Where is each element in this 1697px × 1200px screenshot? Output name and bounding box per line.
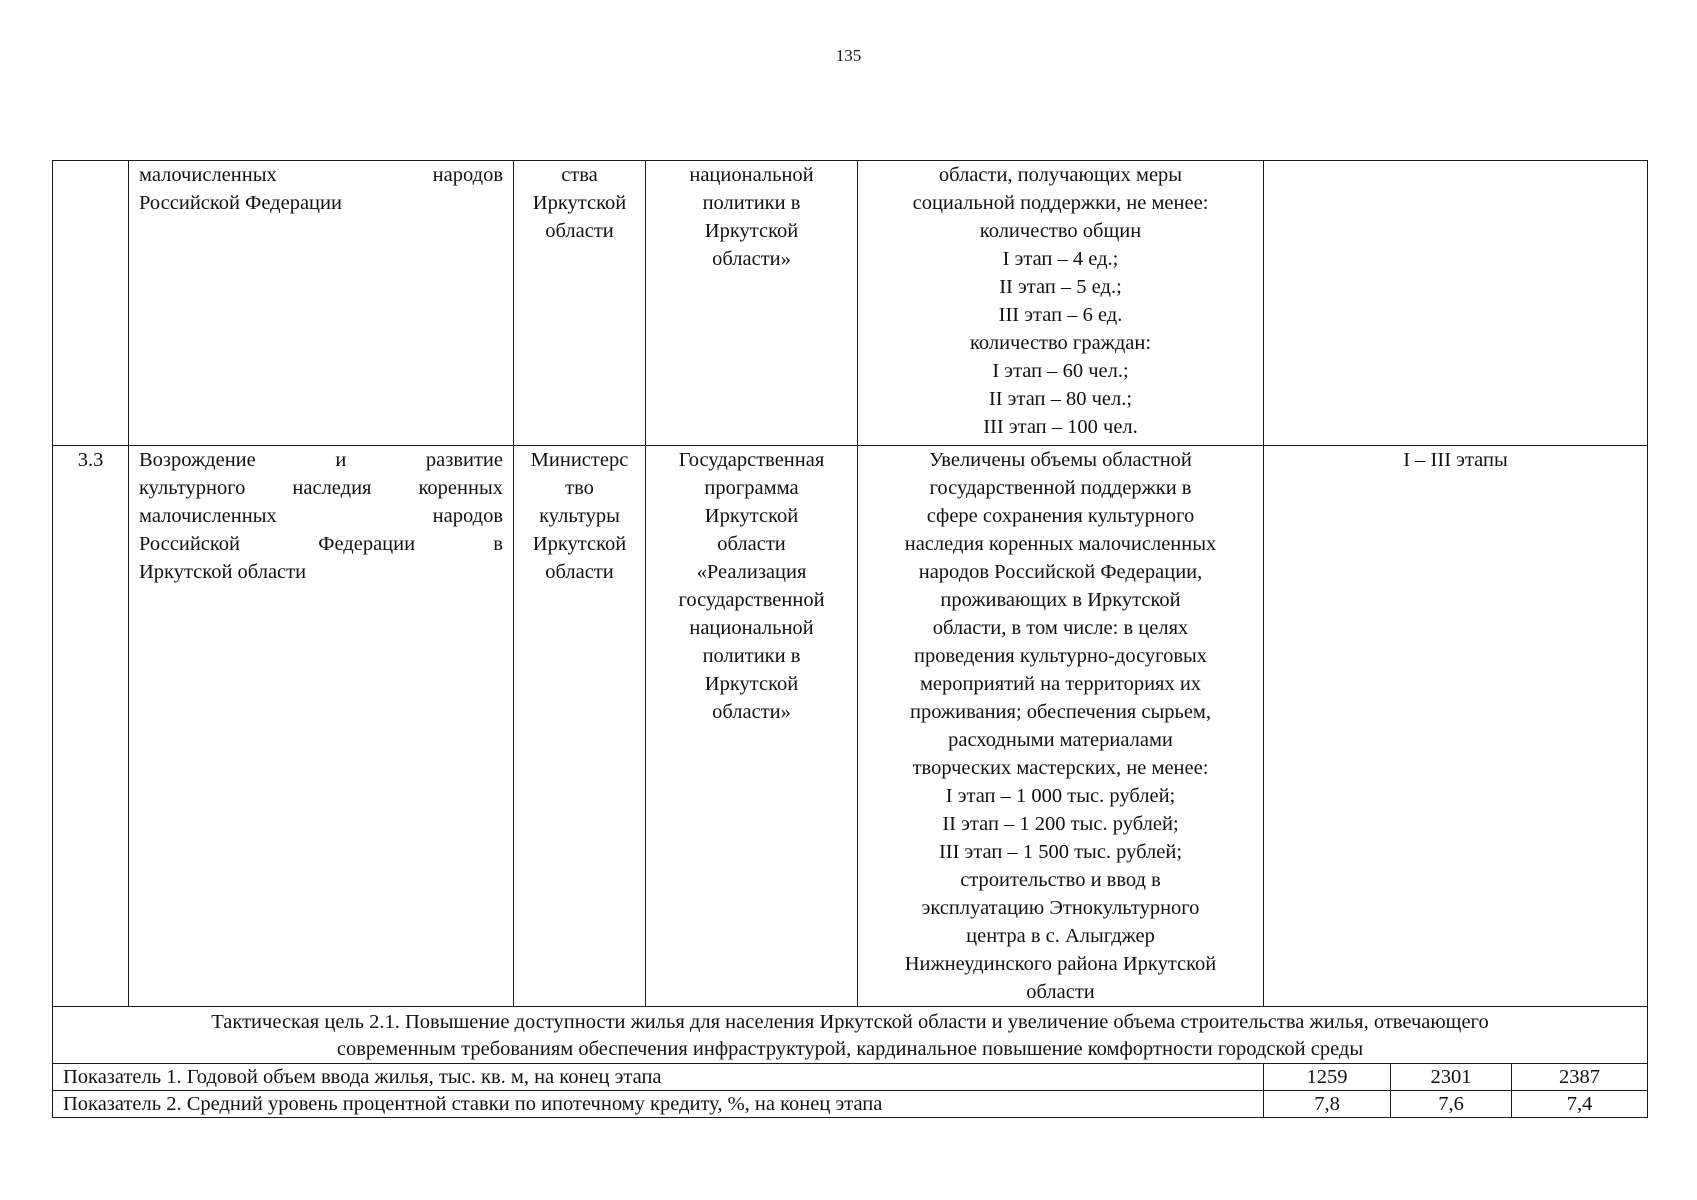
program-line: области xyxy=(717,533,786,555)
indicator-label: Показатель 2. Средний уровень процентной ставки по ипотечному кредиту, %, на конец этапа xyxy=(53,1091,1264,1118)
result-line: проживания; обеспечения сырьем, xyxy=(909,701,1212,723)
result-line: творческих мастерских, не менее: xyxy=(912,757,1209,779)
indicator-value: 7,8 xyxy=(1264,1091,1391,1118)
measure-name-line: Иркутской области xyxy=(139,561,307,583)
table-row xyxy=(53,446,1648,1007)
result-line: II этап – 1 200 тыс. рублей; xyxy=(942,813,1179,835)
responsible-line: Иркутской xyxy=(532,533,627,555)
result-line: области, получающих меры xyxy=(938,164,1183,186)
result-line: наследия коренных малочисленных xyxy=(904,533,1217,555)
program-line: политики в xyxy=(702,645,801,667)
tactical-goal-line: Тактическая цель 2.1. Повышение доступности жилья для населения Иркутской области и увеличение объема строительства жилья, отвечающего xyxy=(211,1011,1489,1033)
measure-name-line: культурного наследия коренных xyxy=(139,477,503,499)
program-line: области» xyxy=(712,701,791,723)
result-line: Увеличены объемы областной xyxy=(929,449,1192,471)
stages-cell xyxy=(1264,161,1648,446)
tactical-goal-line: современным требованиям обеспечения инфраструктурой, кардинальное повышение комфортности городской среды xyxy=(336,1038,1364,1060)
program-cell xyxy=(646,161,858,446)
program-line: области» xyxy=(712,248,791,270)
indicator-label: Показатель 1. Годовой объем ввода жилья, тыс. кв. м, на конец этапа xyxy=(53,1064,1264,1091)
result-line: области xyxy=(1026,981,1095,1003)
program-table xyxy=(52,160,1648,1118)
program-line: Иркутской xyxy=(704,505,799,527)
row-number-cell xyxy=(53,161,129,446)
indicator-value: 2301 xyxy=(1391,1064,1512,1091)
responsible-line: области xyxy=(545,561,614,583)
result-line: I этап – 1 000 тыс. рублей; xyxy=(945,785,1176,807)
result-cell xyxy=(858,161,1264,446)
responsible-line: Министерс xyxy=(530,449,629,471)
result-line: проживающих в Иркутской xyxy=(940,589,1181,611)
result-line: III этап – 100 чел. xyxy=(983,416,1138,438)
program-line: национальной xyxy=(689,164,814,186)
table-row xyxy=(53,161,1648,446)
table-row xyxy=(53,1007,1648,1064)
result-line: количество общин xyxy=(979,220,1142,242)
result-line: эксплуатацию Этнокультурного xyxy=(921,897,1200,919)
program-line: Государственная xyxy=(678,449,825,471)
result-line: мероприятий на территориях их xyxy=(919,673,1202,695)
result-line: I этап – 60 чел.; xyxy=(992,360,1129,382)
result-line: проведения культурно-досуговых xyxy=(913,645,1208,667)
result-line: социальной поддержки, не менее: xyxy=(912,192,1209,214)
indicator-value: 2387 xyxy=(1512,1064,1648,1091)
result-line: сфере сохранения культурного xyxy=(926,505,1195,527)
responsible-line: ства xyxy=(561,164,598,186)
responsible-cell xyxy=(514,161,646,446)
result-line: строительство и ввод в xyxy=(960,869,1161,891)
page-number: 135 xyxy=(835,46,862,65)
measure-name-line: Возрождение и развитие xyxy=(139,449,503,471)
measure-name-cell xyxy=(129,161,514,446)
program-line: Иркутской xyxy=(704,673,799,695)
responsible-line: тво xyxy=(565,477,594,499)
indicator-row xyxy=(53,1064,1648,1091)
measure-name-cell xyxy=(129,446,514,1007)
responsible-cell xyxy=(514,446,646,1007)
tactical-goal-cell xyxy=(53,1007,1648,1064)
program-line: политики в xyxy=(702,192,801,214)
program-line: программа xyxy=(704,477,799,499)
result-line: II этап – 5 ед.; xyxy=(999,276,1122,298)
measure-name-line: малочисленных народов xyxy=(139,164,503,186)
measure-name-line: Российской Федерации в xyxy=(139,533,503,555)
measure-name-line: Российской Федерации xyxy=(139,192,342,214)
program-line: Иркутской xyxy=(704,220,799,242)
result-line: государственной поддержки в xyxy=(929,477,1192,499)
result-cell xyxy=(858,446,1264,1007)
indicator-value: 1259 xyxy=(1264,1064,1391,1091)
indicator-value: 7,4 xyxy=(1512,1091,1648,1118)
result-line: II этап – 80 чел.; xyxy=(988,388,1133,410)
program-line: государственной xyxy=(678,589,825,611)
responsible-line: культуры xyxy=(539,505,620,527)
result-line: области, в том числе: в целях xyxy=(932,617,1189,639)
program-line: «Реализация xyxy=(696,561,807,583)
result-line: народов Российской Федерации, xyxy=(918,561,1203,583)
result-line: расходными материалами xyxy=(948,729,1173,751)
result-line: I этап – 4 ед.; xyxy=(1002,248,1119,270)
responsible-line: области xyxy=(545,220,614,242)
result-line: Нижнеудинского района Иркутской xyxy=(904,953,1217,975)
indicator-value: 7,6 xyxy=(1391,1091,1512,1118)
responsible-line: Иркутской xyxy=(532,192,627,214)
result-line: III этап – 1 500 тыс. рублей; xyxy=(938,841,1183,863)
result-line: количество граждан: xyxy=(969,332,1152,354)
indicator-row xyxy=(53,1091,1648,1118)
result-line: III этап – 6 ед. xyxy=(998,304,1123,326)
program-line: национальной xyxy=(689,617,814,639)
result-line: центра в с. Алыгджер xyxy=(966,925,1155,947)
program-cell xyxy=(646,446,858,1007)
stages-cell: I – III этапы xyxy=(1264,446,1648,1007)
measure-name-line: малочисленных народов xyxy=(139,505,503,527)
row-number-cell: 3.3 xyxy=(53,446,129,1007)
